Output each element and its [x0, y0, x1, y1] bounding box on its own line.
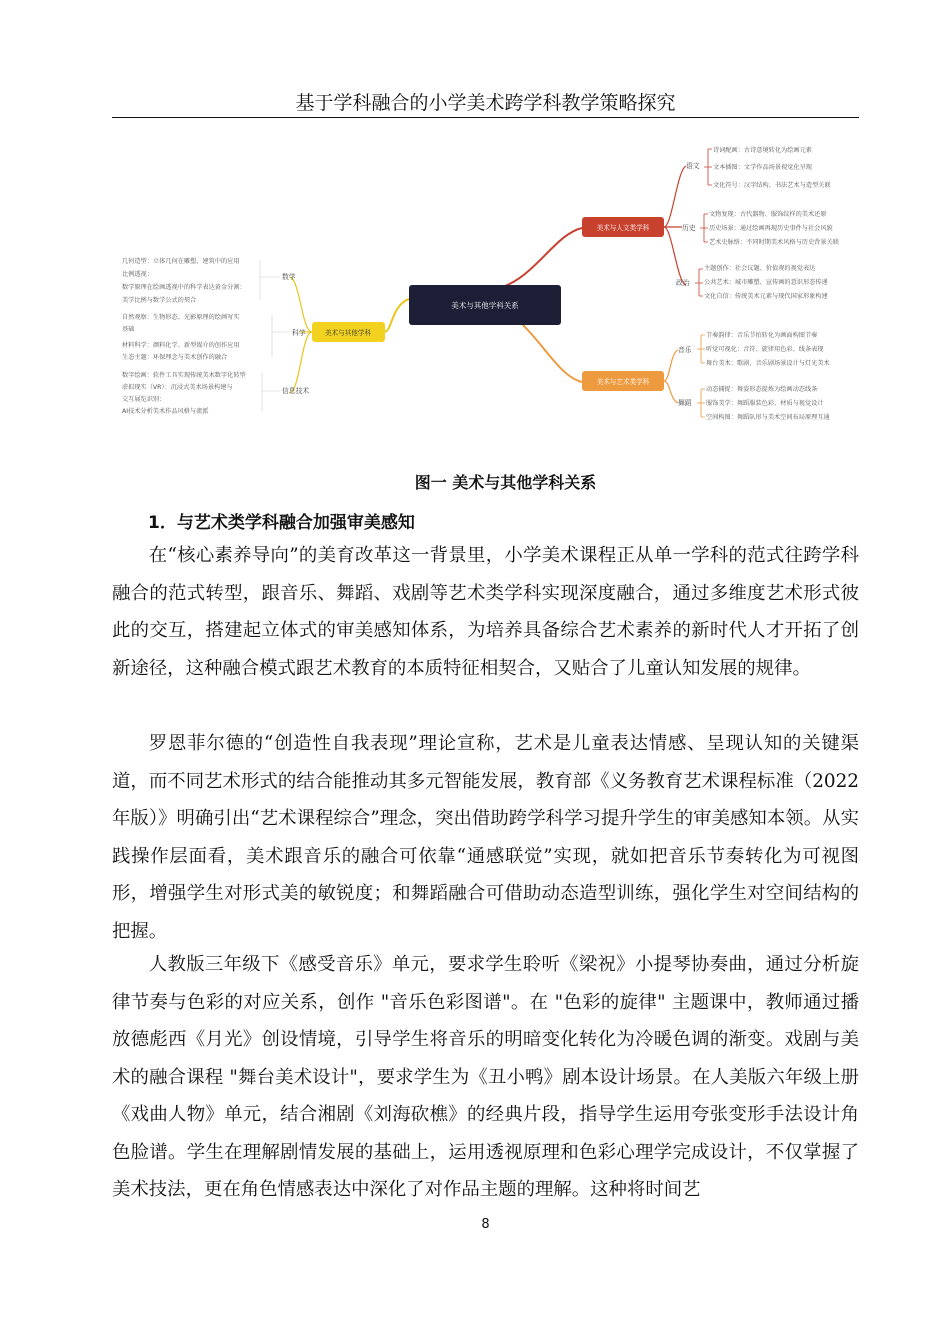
mindmap-leaf: 节奏韵律：音乐节拍转化为画面构图节奏: [706, 332, 818, 339]
mindmap-leaf: 公共艺术：城市雕塑、宣传画的意识形态传递: [704, 279, 828, 286]
mindmap-leaf: 数字绘画：软件工具实现传统美术数字化转型: [122, 372, 246, 379]
mindmap-leaf: 文化自信：传统美术元素与现代国家形象构建: [704, 293, 828, 300]
mindmap-leaf: 历史场景：通过绘画再现历史事件与社会风貌: [709, 225, 833, 232]
mindmap-leaf: 文化符号：汉字结构、书法艺术与造型关联: [713, 182, 831, 189]
mindmap-figure: [112, 135, 859, 435]
paragraph-1: 在“核心素养导向”的美育改革这一背景里，小学美术课程正从单一学科的范式往跨学科融合的范式转型，跟音乐、舞蹈、戏剧等艺术类学科实现深度融合，通过多维度艺术形式彼此的交互，搭建起立体式的审美感知体系，为培养具备综合艺术素养的新时代人才开拓了创新途径，这种融合模式跟艺术教育的本质特征相契合，又贴合了儿童认知发展的规律。: [112, 545, 859, 679]
paragraph-3: 人教版三年级下《感受音乐》单元，要求学生聆听《梁祝》小提琴协奏曲，通过分析旋律节奏与色彩的对应关系，创作 "音乐色彩图谱"。在 "色彩的旋律" 主题课中，教师通过播放德彪西《月光》创设情境，引导学生将音乐的明暗变化转化为冷暖色调的渐变。戏剧与美术的融合课程 "舞台美术设计"，要求学生为《丑小鸭》剧本设计场景。在人美版六年级上册《戏曲人物》单元，结合湘剧《刘海砍樵》的经典片段，指导学生运用夸张变形手法设计角色脸谱。学生在理解剧情发展的基础上，运用透视原理和色彩心理学完成设计，不仅掌握了美术技法，更在角色情感表达中深化了对作品主题的理解。这种将时间艺: [112, 954, 859, 1200]
mindmap-leaf: 几何造型：立体几何在雕塑、建筑中的应用: [122, 258, 240, 265]
mindmap-leaf: 基础: [122, 326, 135, 333]
mindmap-leaf: 舞台美术：歌剧、音乐剧场景设计与灯光美术: [706, 360, 830, 367]
mindmap-center-label: 美术与其他学科关系: [451, 301, 519, 310]
mindmap-leaf: 材料科学：颜料化学、新型媒介的创作应用: [122, 342, 240, 349]
running-header: 基于学科融合的小学美术跨学科教学策略探究: [295, 92, 676, 114]
header-rule: [112, 117, 859, 118]
connector-others: [385, 299, 409, 332]
mindmap-leaf: 生态主题：环保理念与美术创作的融合: [122, 354, 228, 361]
connector-humanities: [490, 228, 582, 290]
mindmap-leaf: 主题创作：社会议题、价值观的视觉表达: [704, 265, 816, 272]
mindmap-leaf: 数学原理在绘画透视中的科学表达黄金分割：: [122, 284, 246, 291]
mindmap-leaf: 文本插图：文学作品场景视觉化呈现: [713, 164, 812, 171]
mindmap-leaf: 交互展览识别：: [122, 396, 166, 403]
mindmap-leaf: 艺术史脉络：不同时期美术风格与历史背景关联: [709, 239, 839, 246]
mindmap-leaf: 服饰美学：舞蹈服装色彩、材质与视觉设计: [706, 400, 824, 407]
mindmap-leaf: 空间构图：舞蹈队形与美术空间布局原理互通: [706, 414, 830, 421]
mindmap-leaf: 比例透视：: [122, 271, 153, 278]
mindmap-leaf: 动态捕捉：舞姿形态提炼为绘画动态线条: [706, 386, 818, 393]
mindmap-leaf: 文物复现：古代器物、服饰纹样的美术还原: [709, 211, 827, 218]
section-heading: 1．与艺术类学科融合加强审美感知: [148, 513, 415, 533]
paragraph-2: 罗恩菲尔德的“创造性自我表现”理论宣称，艺术是儿童表达情感、呈现认知的关键渠道，而不同艺术形式的结合能推动其多元智能发展，教育部《义务教育艺术课程标准（2022年版）》明确引出“艺术课程综合”理念，突出借助跨学科学习提升学生的审美感知本领。从实践操作层面看，美术跟音乐的融合可依靠“通感联觉”实现，就如把音乐节奏转化为可视图形，增强学生对形式美的敏锐度；和舞蹈融合可借助动态造型训练，强化学生对空间结构的把握。: [112, 733, 859, 942]
mindmap-group-label: 音乐: [678, 346, 692, 354]
mindmap-leaf: 听觉可视化：音符、旋律用色彩、线条表现: [706, 346, 824, 353]
mindmap-leaf: 自然观察：生物形态、光影原理的绘画写实: [122, 314, 240, 321]
mindmap-leaf: AI技术分析美术作品风格与流派: [122, 408, 209, 415]
mindmap-group-label: 历史: [682, 224, 696, 232]
mindmap-node-humanities-label: 美术与人文类学科: [596, 224, 650, 232]
mindmap-leaf: 美学比例与数学公式的契合: [122, 297, 197, 304]
figure-caption: 图一 美术与其他学科关系: [414, 473, 597, 492]
mindmap-leaf: 虚拟现实（VR）：沉浸式美术场景构建与: [122, 384, 233, 391]
mindmap-group-label: 语文: [686, 162, 700, 170]
page-number: 8: [481, 1217, 490, 1232]
mindmap-group-label: 科学: [292, 329, 306, 337]
mindmap-node-arts-label: 美术与艺术类学科: [596, 378, 650, 386]
mindmap-group-label: 数学: [282, 273, 296, 281]
mindmap-leaf: 诗词配画：古诗意境转化为绘画元素: [713, 147, 812, 154]
mindmap-group-label: 信息技术: [282, 387, 310, 395]
mindmap-group-label: 政治: [676, 279, 690, 287]
mindmap-group-label: 舞蹈: [678, 399, 692, 407]
mindmap-node-others-label: 美术与其他学科: [324, 329, 372, 337]
